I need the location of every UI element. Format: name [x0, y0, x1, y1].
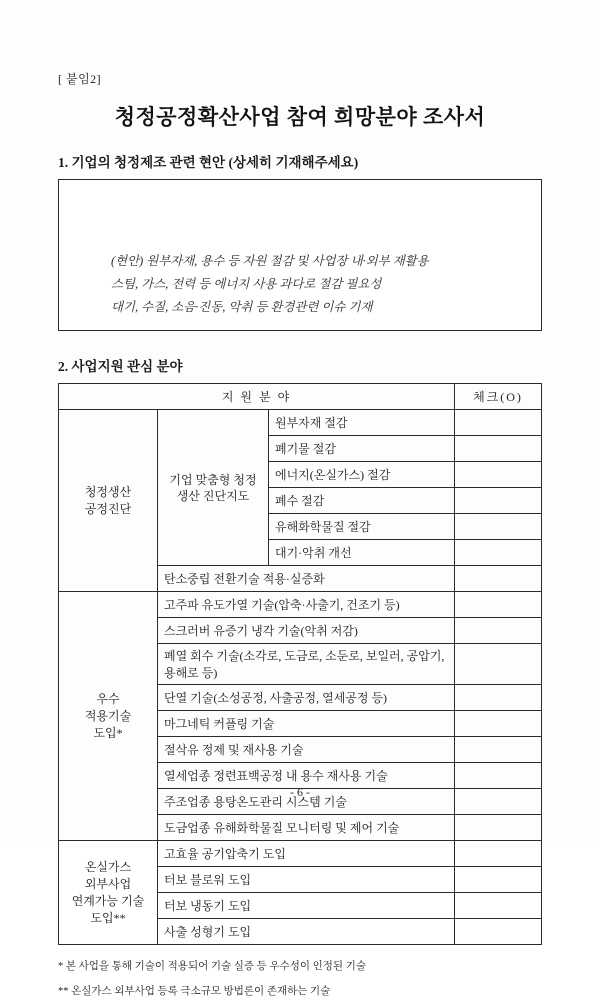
- row-item-label: 폐기물 절감: [269, 436, 455, 462]
- section1-answer-box[interactable]: [58, 179, 542, 331]
- section1-heading: 1. 기업의 청정제조 관련 현안 (상세히 기재해주세요): [58, 155, 359, 170]
- check-cell[interactable]: [455, 540, 542, 566]
- row-item-label: 열세업종 정련표백공정 내 용수 재사용 기술: [158, 763, 455, 789]
- page-number: - 6 -: [290, 785, 310, 799]
- row-item-label: 터보 블로워 도입: [158, 867, 455, 893]
- section2-heading: 2. 사업지원 관심 분야: [58, 359, 183, 374]
- row-item-label: 주조업종 용탕온도관리 시스템 기술: [158, 789, 455, 815]
- section1-sample-text: [111, 250, 429, 319]
- check-cell[interactable]: [455, 737, 542, 763]
- check-cell[interactable]: [455, 841, 542, 867]
- row-item-label: 단열 기술(소성공정, 사출공정, 열세공정 등): [158, 685, 455, 711]
- column-header-field: 지 원 분 야: [59, 384, 455, 410]
- table-row: [59, 592, 542, 618]
- sample-line: (현안) 원부자재, 용수 등 자원 절감 및 사업장 내·외부 재활용: [111, 254, 429, 268]
- check-cell[interactable]: [455, 410, 542, 436]
- subgroup-label-diagnosis: 기업 맞춤형 청정 생산 진단지도: [158, 410, 269, 566]
- group-label-besttech: 우수 적용기술 도입*: [59, 592, 158, 841]
- row-item-label: 스크러버 유증기 냉각 기술(악취 저감): [158, 618, 455, 644]
- column-header-check: 체크(O): [455, 384, 542, 410]
- row-item-label: 원부자재 절감: [269, 410, 455, 436]
- row-item-label: 고주파 유도가열 기술(압축·사출기, 건조기 등): [158, 592, 455, 618]
- row-item-label: 폐열 회수 기술(소각로, 도금로, 소둔로, 보일러, 공압기, 용해로 등): [158, 644, 455, 685]
- row-item-label: 고효율 공기압축기 도입: [158, 841, 455, 867]
- check-cell[interactable]: [455, 867, 542, 893]
- footnote-2: ** 온실가스 외부사업 등록 극소규모 방법론이 존재하는 기술: [58, 986, 331, 997]
- row-item-label: 탄소중립 전환기술 적용·실증화: [158, 566, 455, 592]
- support-fields-table: [58, 383, 542, 945]
- check-cell[interactable]: [455, 711, 542, 737]
- sample-line: 대기, 수질, 소음·진동, 악취 등 환경관련 이슈 기재: [111, 300, 373, 314]
- check-cell[interactable]: [455, 919, 542, 945]
- row-item-label: 터보 냉동기 도입: [158, 893, 455, 919]
- check-cell[interactable]: [455, 462, 542, 488]
- group-label-cleanproduction: 청정생산 공정진단: [59, 410, 158, 592]
- row-item-label: 유해화학물질 절감: [269, 514, 455, 540]
- footnote-1: * 본 사업을 통해 기술이 적용되어 기술 실증 등 우수성이 인정된 기술: [58, 961, 366, 972]
- row-item-label: 마그네틱 커플링 기술: [158, 711, 455, 737]
- attachment-tag: [ 붙임2]: [58, 72, 102, 86]
- table-row: [59, 841, 542, 867]
- row-item-label: 도금업종 유해화학물질 모니터링 및 제어 기술: [158, 815, 455, 841]
- check-cell[interactable]: [455, 893, 542, 919]
- page-title: 청정공정확산사업 참여 희망분야 조사서: [114, 105, 486, 129]
- document-content: [58, 70, 542, 1001]
- row-item-label: 절삭유 정제 및 재사용 기술: [158, 737, 455, 763]
- check-cell[interactable]: [455, 592, 542, 618]
- row-item-label: 대기·악취 개선: [269, 540, 455, 566]
- check-cell[interactable]: [455, 685, 542, 711]
- row-item-label: 폐수 절감: [269, 488, 455, 514]
- row-item-label: 사출 성형기 도입: [158, 919, 455, 945]
- table-row: [59, 410, 542, 436]
- check-cell[interactable]: [455, 644, 542, 685]
- check-cell[interactable]: [455, 566, 542, 592]
- check-cell[interactable]: [455, 436, 542, 462]
- check-cell[interactable]: [455, 618, 542, 644]
- sample-line: 스팀, 가스, 전력 등 에너지 사용 과다로 절감 필요성: [111, 277, 382, 291]
- table-header-row: [59, 384, 542, 410]
- check-cell[interactable]: [455, 488, 542, 514]
- check-cell[interactable]: [455, 514, 542, 540]
- group-label-ghg-external: 온실가스 외부사업 연계가능 기술 도입**: [59, 841, 158, 945]
- row-item-label: 에너지(온실가스) 절감: [269, 462, 455, 488]
- check-cell[interactable]: [455, 815, 542, 841]
